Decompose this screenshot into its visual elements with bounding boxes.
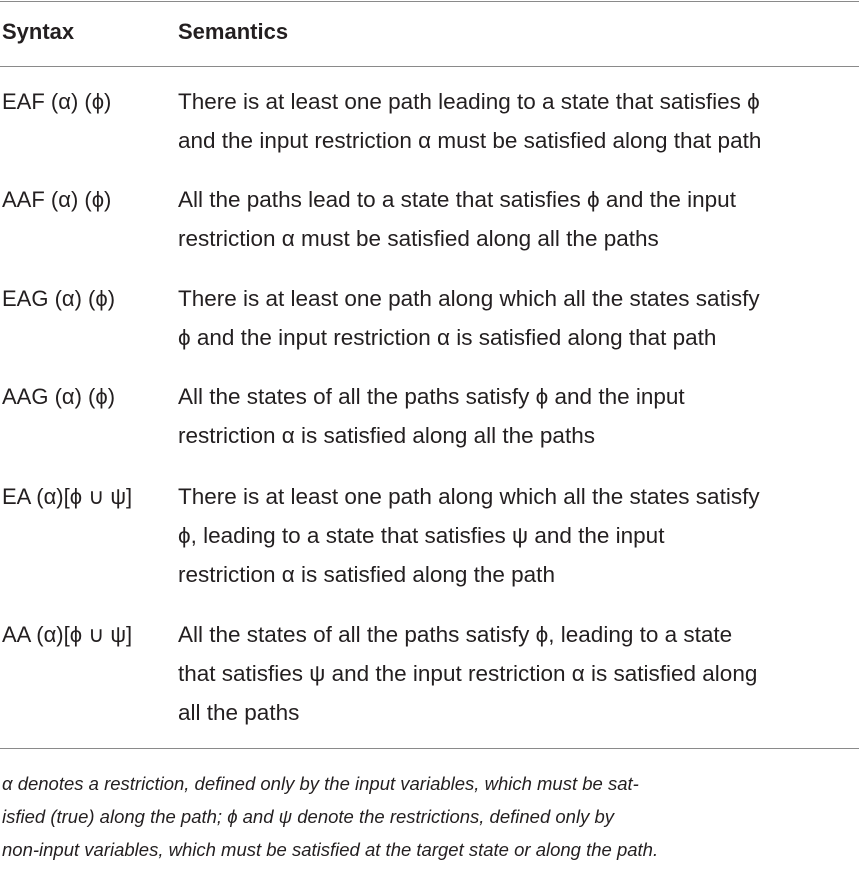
- semantics-cell: [178, 615, 859, 732]
- semantics-line: There is at least one path leading to a state that satisfies ϕ: [178, 89, 760, 114]
- table-top-rule: [0, 1, 859, 2]
- semantics-line: All the states of all the paths satisfy ϕ, leading to a state: [178, 622, 733, 647]
- table-footnote: [2, 767, 857, 866]
- semantics-line: All the paths lead to a state that satisfies ϕ and the input: [178, 187, 736, 212]
- footnote-line: non-input variables, which must be satisfied at the target state or along the path.: [2, 839, 659, 860]
- table-bottom-rule: [0, 748, 859, 749]
- semantics-line: There is at least one path along which all the states satisfy: [178, 484, 760, 509]
- semantics-line: restriction α must be satisfied along all the paths: [178, 226, 659, 251]
- semantics-cell: [178, 279, 859, 357]
- syntax-cell: AAF (α) (ϕ): [2, 187, 112, 212]
- header-rule: [0, 66, 859, 67]
- syntax-cell: EAF (α) (ϕ): [2, 89, 112, 114]
- footnote-line: isfied (true) along the path; ϕ and ψ denote the restrictions, defined only by: [2, 806, 614, 827]
- semantics-line: restriction α is satisfied along all the paths: [178, 423, 595, 448]
- semantics-line: restriction α is satisfied along the path: [178, 562, 555, 587]
- semantics-line: and the input restriction α must be satisfied along that path: [178, 128, 762, 153]
- semantics-cell: [178, 477, 859, 594]
- header-semantics: Semantics: [178, 19, 289, 44]
- semantics-line: ϕ, leading to a state that satisfies ψ and the input: [178, 523, 665, 548]
- syntax-cell: EAG (α) (ϕ): [2, 286, 116, 311]
- semantics-line: There is at least one path along which all the states satisfy: [178, 286, 760, 311]
- semantics-cell: [178, 180, 859, 258]
- semantics-cell: [178, 377, 859, 455]
- footnote-line: α denotes a restriction, defined only by the input variables, which must be sat-: [2, 773, 639, 794]
- semantics-line: that satisfies ψ and the input restriction α is satisfied along: [178, 661, 758, 686]
- header-syntax: Syntax: [2, 19, 75, 44]
- semantics-cell: [178, 82, 859, 160]
- semantics-line: all the paths: [178, 700, 300, 725]
- semantics-line: ϕ and the input restriction α is satisfied along that path: [178, 325, 717, 350]
- syntax-cell: AAG (α) (ϕ): [2, 384, 116, 409]
- syntax-cell: EA (α)[ϕ ∪ ψ]: [2, 484, 133, 509]
- semantics-line: All the states of all the paths satisfy ϕ and the input: [178, 384, 685, 409]
- syntax-cell: AA (α)[ϕ ∪ ψ]: [2, 622, 133, 647]
